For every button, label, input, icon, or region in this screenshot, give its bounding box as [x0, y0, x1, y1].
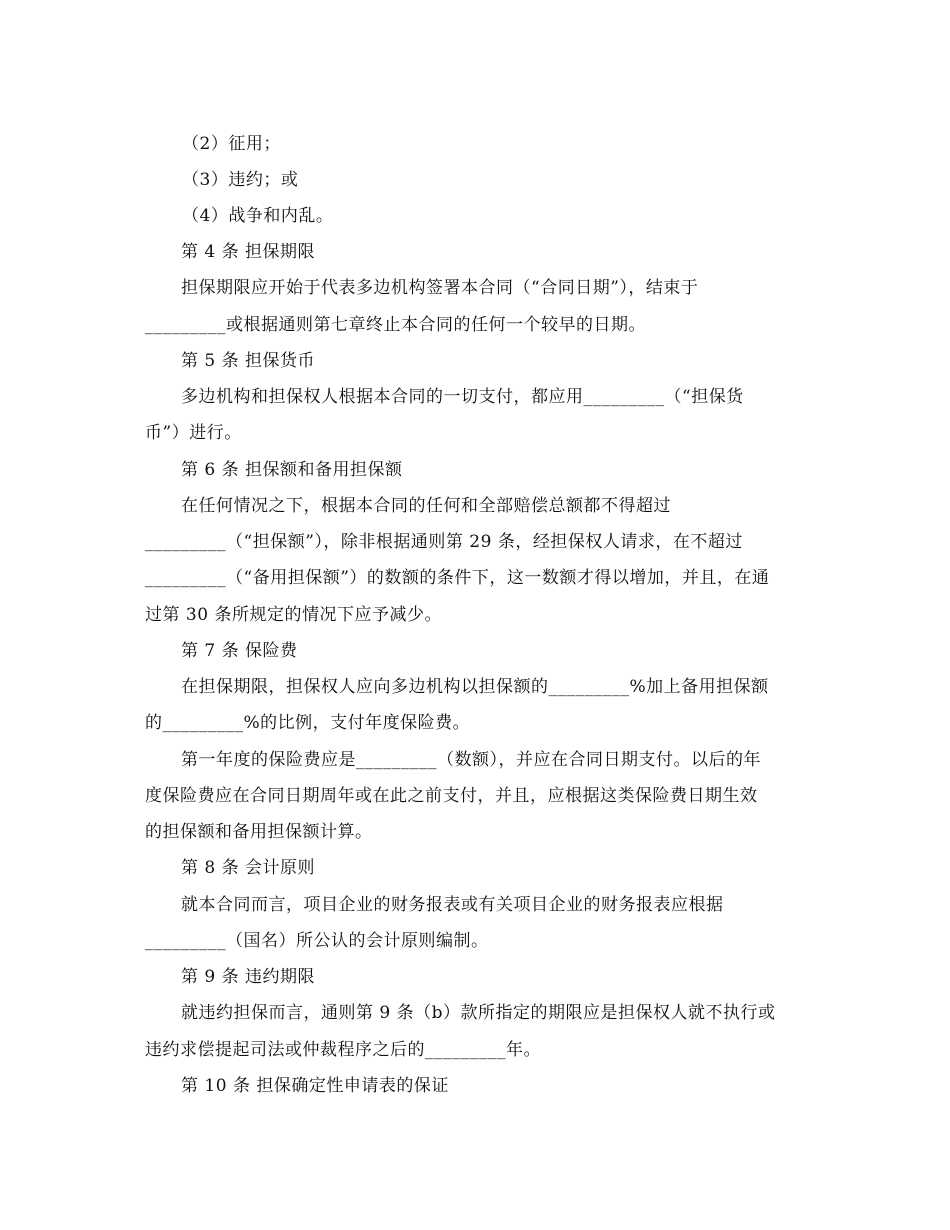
article-7-paragraph-line: 度保险费应在合同日期周年或在此之前支付，并且，应根据这类保险费日期生效 [145, 786, 758, 806]
article-7-paragraph-line: 的_________%的比例，支付年度保险费。 [145, 713, 471, 733]
article-6-paragraph-line: 过第 30 条所规定的情况下应予减少。 [145, 605, 442, 625]
article-5-paragraph-line: 币”）进行。 [145, 423, 242, 443]
list-item-war: （4）战争和内乱。 [182, 206, 334, 226]
article-6-paragraph-line: _________（“备用担保额”）的数额的条件下，这一数额才得以增加，并且，在通 [145, 568, 770, 588]
article-7-paragraph-line: 在担保期限，担保权人应向多边机构以担保额的_________%加上备用担保额 [181, 677, 769, 697]
list-item-expropriation: （2）征用； [182, 134, 281, 154]
article-10-heading: 第 10 条 担保确定性申请表的保证 [181, 1076, 449, 1096]
article-6-paragraph-line: _________（“担保额”），除非根据通则第 29 条，经担保权人请求，在不超过 [145, 532, 743, 552]
article-7-paragraph-line: 第一年度的保险费应是_________（数额），并应在合同日期支付。以后的年 [181, 750, 761, 770]
article-6-paragraph-line: 在任何情况之下，根据本合同的任何和全部赔偿总额都不得超过 [181, 496, 671, 516]
article-7-heading: 第 7 条 保险费 [181, 641, 298, 661]
article-8-paragraph-line: _________（国名）所公认的会计原则编制。 [145, 931, 489, 951]
article-5-heading: 第 5 条 担保货币 [181, 351, 316, 371]
article-5-paragraph-line: 多边机构和担保权人根据本合同的一切支付，都应用_________（“担保货 [181, 387, 744, 407]
article-9-paragraph-line: 就违约担保而言，通则第 9 条（b）款所指定的期限应是担保权人就不执行或 [181, 1003, 776, 1023]
article-6-heading: 第 6 条 担保额和备用担保额 [181, 460, 403, 480]
article-9-paragraph-line: 违约求偿提起司法或仲裁程序之后的_________年。 [145, 1040, 541, 1060]
article-4-paragraph-line: _________或根据通则第七章终止本合同的任何一个较早的日期。 [145, 315, 646, 335]
article-8-paragraph-line: 就本合同而言，项目企业的财务报表或有关项目企业的财务报表应根据 [181, 895, 724, 915]
article-4-heading: 第 4 条 担保期限 [181, 242, 316, 262]
article-9-heading: 第 9 条 违约期限 [181, 967, 316, 987]
article-4-paragraph-line: 担保期限应开始于代表多边机构签署本合同（“合同日期”），结束于 [181, 278, 699, 298]
list-item-breach: （3）违约；或 [182, 170, 299, 190]
article-7-paragraph-line: 的担保额和备用担保额计算。 [145, 822, 373, 842]
article-8-heading: 第 8 条 会计原则 [181, 858, 316, 878]
